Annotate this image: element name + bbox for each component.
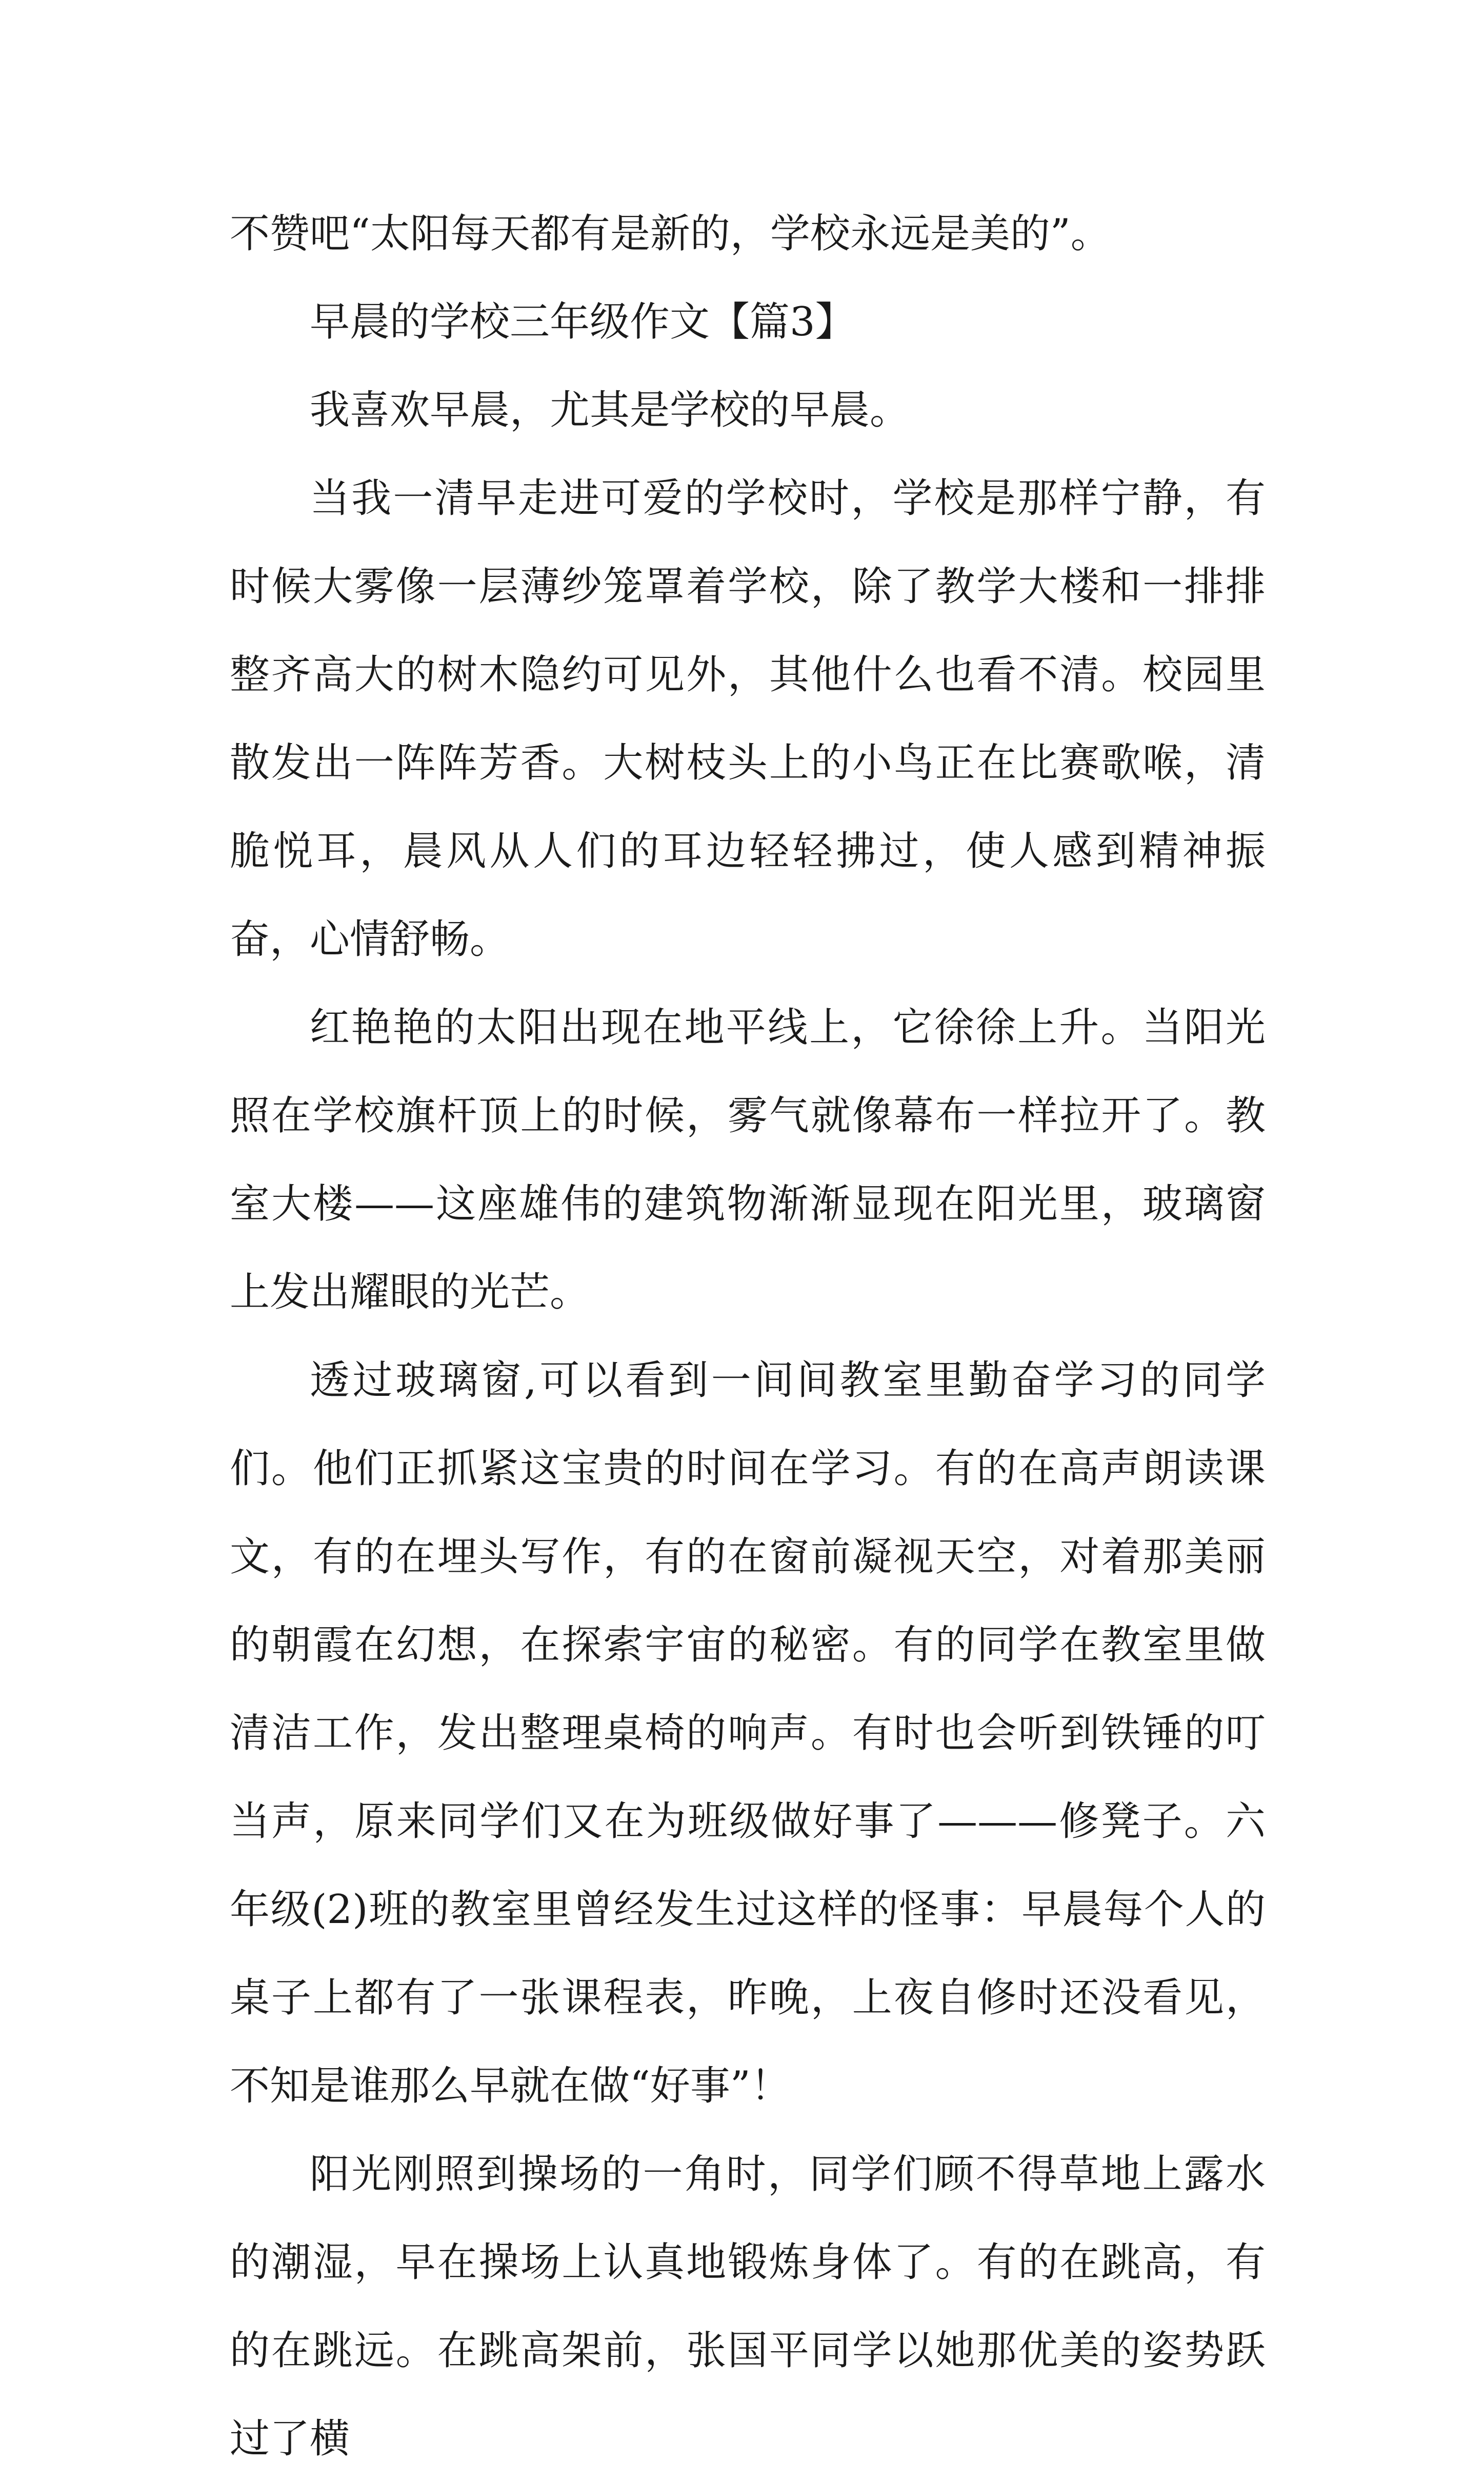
paragraph-2: 我喜欢早晨，尤其是学校的早晨。 xyxy=(310,387,910,433)
paragraph-3: 当我一清早走进可爱的学校时，学校是那样宁静，有时候大雾像一层薄纱笼罩着学校，除了教学大楼和一排排整齐高大的树木隐约可见外，其他什么也看不清。校园里散发出一阵阵芳香。大树枝头上的小鸟正在比赛歌喉，清脆悦耳，晨风从人们的耳边轻轻拂过，使人感到精神振奋，心情舒畅。 xyxy=(230,475,1266,963)
document-body xyxy=(230,190,1266,2483)
paragraph-1: 不赞吧“太阳每天都有是新的，学校永远是美的”。 xyxy=(230,211,1111,257)
paragraph-5: 透过玻璃窗,可以看到一间间教室里勤奋学习的同学们。他们正抓紧这宝贵的时间在学习。有的在高声朗读课文，有的在埋头写作，有的在窗前凝视天空，对着那美丽的朝霞在幻想，在探索宇宙的秘密。有的同学在教室里做清洁工作，发出整理桌椅的响声。有时也会听到铁锤的叮当声，原来同学们又在为班级做好事了———修凳子。六年级(2)班的教室里曾经发生过这样的怪事：早晨每个人的桌子上都有了一张课程表，昨晚，上夜自修时还没看见，不知是谁那么早就在做“好事”！ xyxy=(230,1357,1266,2109)
paragraph-4: 红艳艳的太阳出现在地平线上，它徐徐上升。当阳光照在学校旗杆顶上的时候，雾气就像幕布一样拉开了。教室大楼——这座雄伟的建筑物渐渐显现在阳光里，玻璃窗上发出耀眼的光芒。 xyxy=(230,1005,1266,1315)
paragraph-6: 阳光刚照到操场的一角时，同学们顾不得草地上露水的潮湿，早在操场上认真地锻炼身体了。有的在跳高，有的在跳远。在跳高架前，张国平同学以她那优美的姿势跃过了横 xyxy=(230,2151,1266,2462)
section-heading: 早晨的学校三年级作文【篇3】 xyxy=(310,299,855,345)
